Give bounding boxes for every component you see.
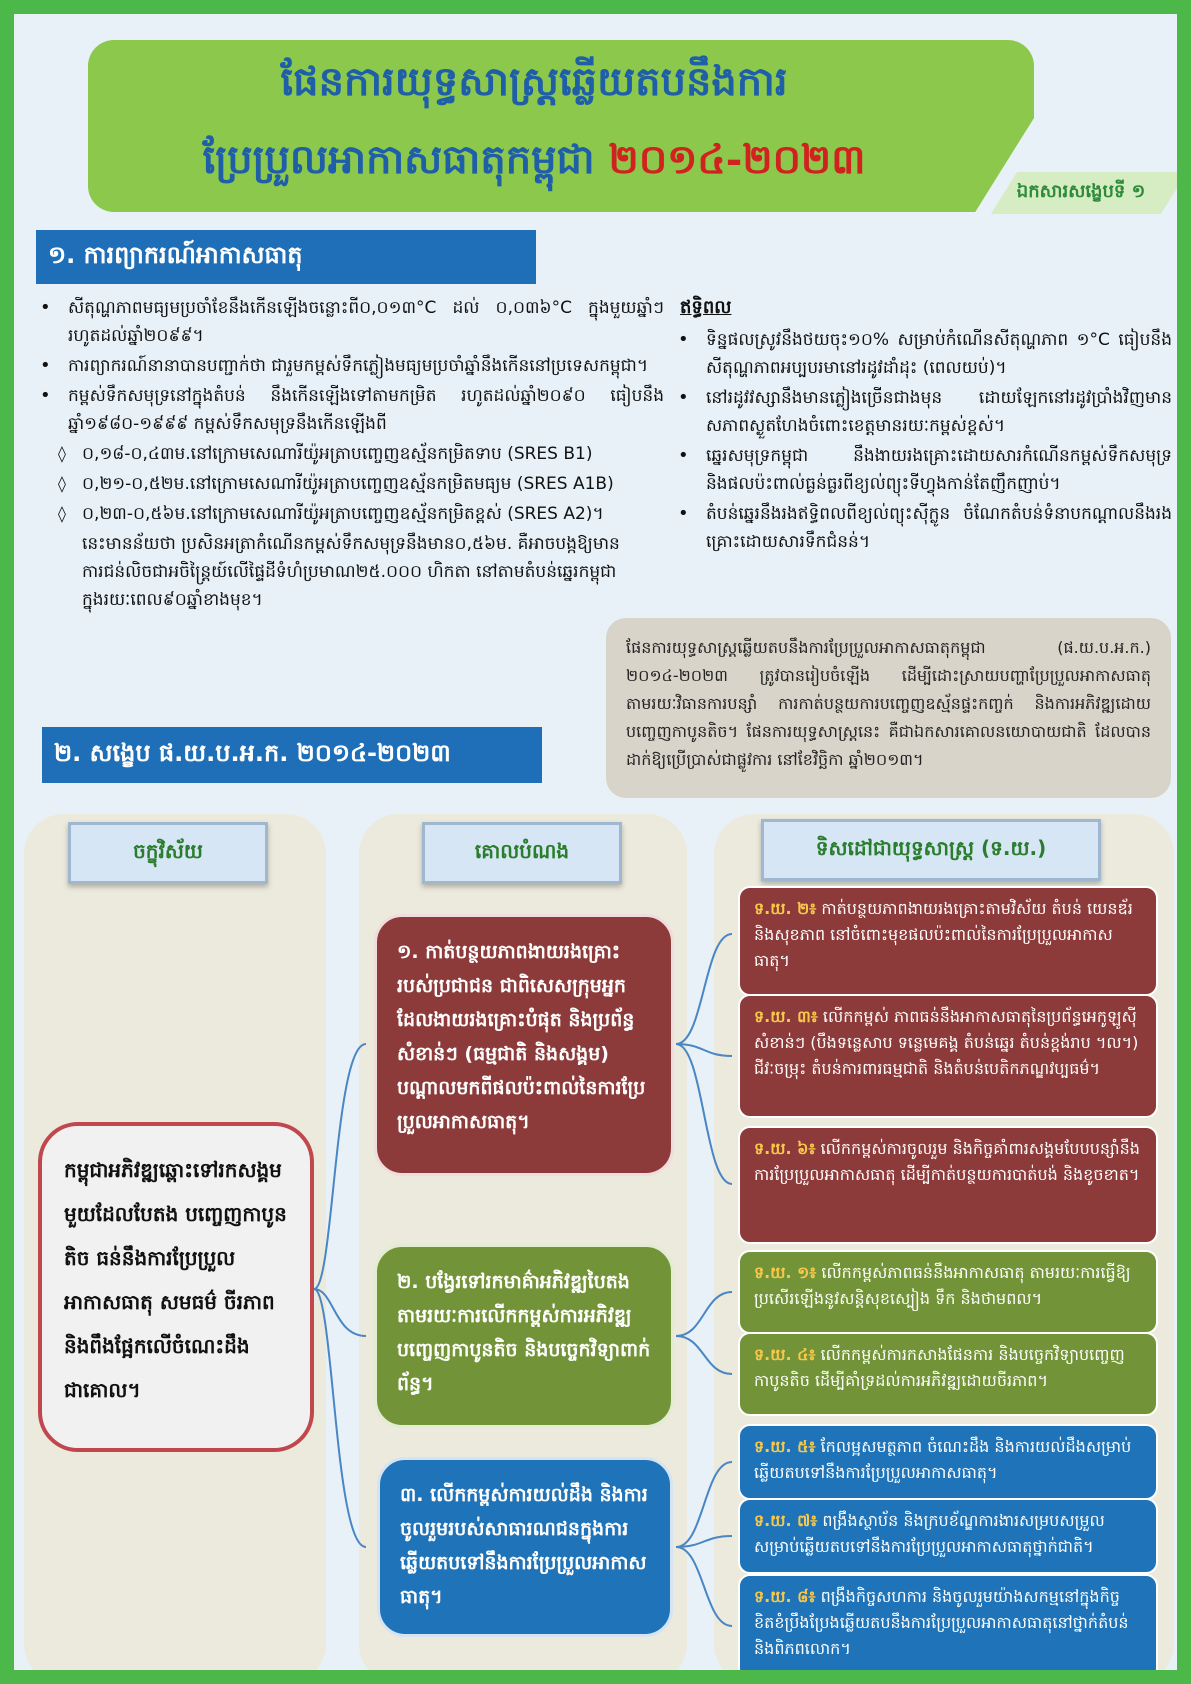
strategy-text: លើកកម្ពស់ ភាពធន់នឹងអាកាសធាតុនៃប្រព័ន្ធអេកូឡូស៊ីសំខាន់ៗ (បឹងទន្លេសាប ទន្លេមេគង្គ តំបន់ឆ្នេរ តំបន់ខ្ពង់រាប ។ល។) ជីវៈចម្រុះ តំបន់ការពារធម្មជាតិ និងតំបន់បេតិកភណ្ឌវប្បធម៌។ xyxy=(754,1007,1139,1078)
strategy-box-6 xyxy=(738,1126,1158,1244)
impact-text: តំបន់ឆ្នេរនឹងរងឥទ្ធិពលពីខ្យល់ព្យុះស៊ីក្លូន ចំណែកតំបន់ទំនាបកណ្តាលនឹងរងគ្រោះដោយសារទឹកជំនន់។ xyxy=(706,504,1172,552)
bullet-icon: • xyxy=(678,387,689,408)
strategy-box-8 xyxy=(738,1574,1158,1670)
impact-text: ឆ្នេរសមុទ្រកម្ពុជា នឹងងាយរងគ្រោះដោយសារកំណើនកម្ពស់ទឹកសមុទ្រ និងផលប៉ះពាល់ធ្ងន់ធ្ងរពីខ្យល់ព្យុះទីហ្វុងកាន់តែញឹកញាប់។ xyxy=(706,446,1172,494)
sea-level-note: នេះមានន័យថា ប្រសិនអត្រាកំណើនកម្ពស់ទឹកសមុទ្រនឹងមាន០,៥៦ម. គឺអាចបង្កឱ្យមានការជន់លិចជាអចិន្ត្រៃយ៍លើផ្ទៃដីទំហំប្រមាណ២៥.០០០ ហិកតា នៅតាមតំបន់ឆ្នេរកម្ពុជា ក្នុងរយៈពេល៩០ឆ្នាំខាងមុខ។ xyxy=(82,534,620,610)
bullet-icon: • xyxy=(678,503,689,524)
strategy-box-1 xyxy=(738,1250,1158,1334)
forecast-text: កម្ពស់ទឹកសមុទ្រនៅក្នុងតំបន់ នឹងកើនឡើងទៅតាមកម្រិត រហូតដល់ឆ្នាំ២០៩០ ធៀបនឹងឆ្នាំ១៩៨០-១៩៩៩ កម្ពស់ទឹកសមុទ្រនឹងកើនឡើងពី xyxy=(68,386,664,434)
sub-list-item xyxy=(34,470,664,498)
bullet-icon: • xyxy=(40,297,51,318)
impact-heading: ឥទ្ធិពល xyxy=(680,297,732,318)
summary-box: ផែនការយុទ្ធសាស្ត្រឆ្លើយតបនឹងការប្រែប្រួលអាកាសធាតុកម្ពុជា (ផ.យ.ប.អ.ក.) ២០១៤-២០២៣ ត្រូវបានរៀបចំឡើង ដើម្បីដោះស្រាយបញ្ហាប្រែប្រួលអាកាសធាតុ តាមរយៈវិធានការបន្សាំ ការកាត់បន្ថយការបញ្ចេញឧស្ម័នផ្ទះកញ្ចក់ និងការអភិវឌ្ឍដោយបញ្ចេញកាបូនតិច។ ផែនការយុទ្ធសាស្ត្រនេះ គឺជាឯកសារគោលនយោបាយជាតិ ដែលបានដាក់ឱ្យប្រើប្រាស់ជាផ្លូវការ នៅខែវិច្ឆិកា ឆ្នាំ២០១៣។ xyxy=(606,618,1171,798)
title-years: ២០១៤-២០២៣ xyxy=(608,136,866,183)
strategies-column-header xyxy=(761,819,1101,881)
strategy-text: ពង្រឹងកិច្ចសហការ និងចូលរួមយ៉ាងសកម្មនៅក្នុងកិច្ចខិតខំប្រឹងប្រែងឆ្លើយតបនឹងការប្រែប្រួលអាកាសធាតុនៅថ្នាក់តំបន់ និងពិភពលោក។ xyxy=(754,1587,1129,1658)
strategy-text: កែលម្អសមត្ថភាព ចំណេះដឹង និងការយល់ដឹងសម្រាប់ឆ្លើយតបទៅនឹងការប្រែប្រួលអាកាសធាតុ។ xyxy=(754,1437,1132,1482)
bullet-icon: • xyxy=(678,329,689,350)
scenario-text: ០,២៣-០,៥៦ម.នៅក្រោមសេណារីយ៉ូអត្រាបញ្ចេញឧស្ម័នកម្រិតខ្ពស់ (SRES A2)។ xyxy=(82,504,604,524)
section-2-heading: ២. សង្ខេប ផ.យ.ប.អ.ក. ២០១៤-២០២៣ xyxy=(42,727,542,783)
list-item xyxy=(672,384,1172,440)
strategy-code: ទ.យ. ៥៖ xyxy=(754,1437,816,1456)
strategy-code: ទ.យ. ១៖ xyxy=(754,1263,817,1282)
scenario-text: ០,២១-០,៥២ម.នៅក្រោមសេណារីយ៉ូអត្រាបញ្ចេញឧស្ម័នកម្រិតមធ្យម (SRES A1B) xyxy=(82,474,614,494)
list-item xyxy=(34,294,664,350)
strategy-code: ទ.យ. ៣៖ xyxy=(754,1007,818,1026)
sub-list-item xyxy=(34,440,664,468)
diamond-bullet-icon: ◊ xyxy=(58,504,66,523)
goals-column-header: គោលបំណង xyxy=(422,822,622,884)
goal-3-box: ៣. លើកកម្ពស់ការយល់ដឹង និងការចូលរួមរបស់សាធារណជនក្នុងការឆ្លើយតបទៅនឹងការប្រែប្រួលអាកាសធាតុ។ xyxy=(377,1457,673,1637)
goal-2-box: ២. បង្វែរទៅរកមាគ៌ាអភិវឌ្ឍបៃតង តាមរយៈការលើកកម្ពស់ការអភិវឌ្ឍបញ្ចេញកាបូនតិច និងបច្ចេកវិទ្យាពាក់ព័ន្ធ។ xyxy=(374,1244,674,1428)
forecast-list xyxy=(34,294,664,614)
bullet-icon: • xyxy=(678,445,689,466)
impact-text: នៅរដូវវស្សានឹងមានភ្លៀងច្រើនជាងមុន ដោយឡែកនៅរដូវប្រាំងវិញមានសភាពស្ងួតហែងចំពោះខេត្តមានរយៈកម្ពស់ខ្ពស់។ xyxy=(706,388,1172,436)
strategies-abbr: (ទ.យ.) xyxy=(981,836,1047,860)
strategy-box-4 xyxy=(738,1332,1158,1416)
impact-text: ទិន្នផលស្រូវនឹងថយចុះ១០% សម្រាប់កំណើនសីតុណ្ហភាព ១°C ធៀបនឹងសីតុណ្ហភាពអប្បបរមានៅរដូវដាំដុះ (ពេលយប់)។ xyxy=(706,330,1172,378)
strategy-code: ទ.យ. ២៖ xyxy=(754,899,817,918)
forecast-text: ការព្យាករណ៍នានាបានបញ្ជាក់ថា ជារួមកម្ពស់ទឹកភ្លៀងមធ្យមប្រចាំឆ្នាំនឹងកើននៅប្រទេសកម្ពុជា។ xyxy=(68,356,649,376)
title-line-1: ផែនការយុទ្ធសាស្ត្រឆ្លើយតបនឹងការ xyxy=(280,58,788,105)
goal-1-box: ១. កាត់បន្ថយភាពងាយរងគ្រោះរបស់ប្រជាជន ជាពិសេសក្រុមអ្នកដែលងាយរងគ្រោះបំផុត និងប្រព័ន្ធសំខាន់ៗ (ធម្មជាតិ និងសង្គម) បណ្តាលមកពីផលប៉ះពាល់នៃការប្រែប្រួលអាកាសធាតុ។ xyxy=(374,914,674,1176)
bullet-icon: • xyxy=(40,385,51,406)
sub-list-item xyxy=(34,500,664,528)
strategy-text: លើកកម្ពស់ភាពធន់នឹងអាកាសធាតុ តាមរយៈការធ្វើឱ្យប្រសើរឡើងនូវសន្តិសុខស្បៀង ទឹក និងថាមពល។ xyxy=(754,1263,1131,1308)
diamond-bullet-icon: ◊ xyxy=(58,474,66,493)
list-item xyxy=(672,326,1172,382)
title-line-2-text: ប្រែប្រួលអាកាសធាតុកម្ពុជា xyxy=(202,136,595,183)
strategy-box-2 xyxy=(738,886,1158,996)
strategies-label: ទិសដៅជាយុទ្ធសាស្ត្រ xyxy=(815,836,975,860)
strategy-code: ទ.យ. ៦៖ xyxy=(754,1139,816,1158)
list-item xyxy=(672,500,1172,556)
strategy-box-5 xyxy=(738,1424,1158,1500)
impact-list xyxy=(672,294,1172,558)
scenario-text: ០,១៨-០,៤៣ម.នៅក្រោមសេណារីយ៉ូអត្រាបញ្ចេញឧស្ម័នកម្រិតទាប (SRES B1) xyxy=(82,444,593,464)
bullet-icon: • xyxy=(40,355,51,376)
strategy-text: ពង្រឹងស្ថាប័ន និងក្របខ័ណ្ឌការងារសម្របសម្រួលសម្រាប់ឆ្លើយតបទៅនឹងការប្រែប្រួលអាកាសធាតុថ្នាក់ជាតិ។ xyxy=(754,1511,1105,1556)
vision-box: កម្ពុជាអភិវឌ្ឍឆ្ពោះទៅរកសង្គមមួយដែលបែតង បញ្ចេញកាបូនតិច ធន់នឹងការប្រែប្រួលអាកាសធាតុ សមធម៌ ចីរភាព និងពឹងផ្អែកលើចំណេះដឹងជាគោល។ xyxy=(38,1122,314,1452)
strategy-code: ទ.យ. ៨៖ xyxy=(754,1587,816,1606)
section-1-heading: ១. ការព្យាករណ៍អាកាសធាតុ xyxy=(36,230,536,284)
strategy-box-7 xyxy=(738,1498,1158,1574)
strategy-text: លើកកម្ពស់ការចូលរួម និងកិច្ចគាំពារសង្គមបែបបន្សាំនឹងការប្រែប្រួលអាកាសធាតុ ដើម្បីកាត់បន្ថយការបាត់បង់ និងខូចខាត។ xyxy=(754,1139,1140,1184)
list-item xyxy=(672,442,1172,498)
title-line-2 xyxy=(94,132,974,188)
list-item xyxy=(34,352,664,380)
vision-column-header: ចក្ខុវិស័យ xyxy=(68,822,268,884)
strategy-text: កាត់បន្ថយភាពងាយរងគ្រោះតាមវិស័យ តំបន់ យេនឌ័រ និងសុខភាព នៅចំពោះមុខផលប៉ះពាល់នៃការប្រែប្រួលអាកាសធាតុ។ xyxy=(754,899,1133,970)
list-item xyxy=(34,382,664,438)
strategy-text: លើកកម្ពស់ការកសាងផែនការ និងបច្ចេកវិទ្យាបញ្ចេញកាបូនតិច ដើម្បីគាំទ្រដល់ការអភិវឌ្ឍដោយចីរភាព។ xyxy=(754,1345,1125,1390)
strategy-code: ទ.យ. ៤៖ xyxy=(754,1345,816,1364)
diamond-bullet-icon: ◊ xyxy=(58,444,66,463)
poster-body xyxy=(14,14,1177,1670)
strategy-code: ទ.យ. ៧៖ xyxy=(754,1511,818,1530)
strategy-box-3 xyxy=(738,994,1158,1118)
doc-tag: ឯកសារសង្ខេបទី ១ xyxy=(1016,181,1146,202)
forecast-text: សីតុណ្ហភាពមធ្យមប្រចាំខែនឹងកើនឡើងចន្លោះពី០,០១៣°C ដល់ ០,០៣៦°C ក្នុងមួយឆ្នាំៗ រហូតដល់ឆ្នាំ២០៩៩។ xyxy=(68,298,664,346)
